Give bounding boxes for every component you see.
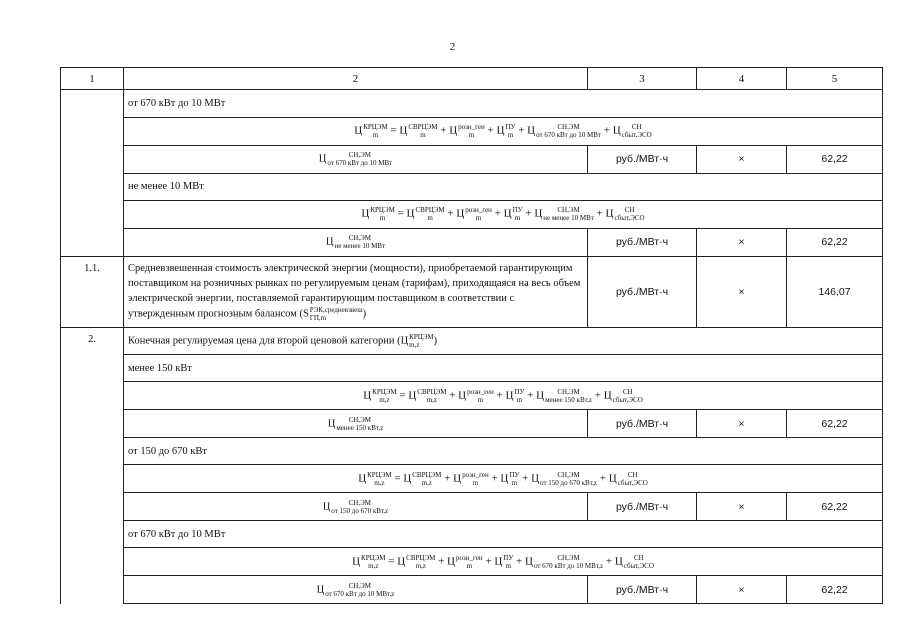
- table-row: [61, 200, 883, 228]
- table-row: [61, 173, 883, 200]
- value-cell: 62,22: [787, 493, 883, 521]
- table-row: [61, 438, 883, 465]
- formula-cell: Ц КРЦЭМ m,z = Ц СВРЦЭМ m,z + Ц розн_ген m + Ц ПУ m + Ц СН,ЭМ менее 150 кВт,z + Ц СН сбыт,ЭСО: [124, 382, 883, 410]
- unit-cell: руб./МВт·ч: [588, 493, 697, 521]
- row-number: 1.1.: [84, 262, 100, 274]
- unit-cell: руб./МВт·ч: [588, 576, 697, 604]
- row-number-cell: [61, 355, 124, 382]
- value-cell: 62,22: [787, 228, 883, 256]
- parameter-name: Ц СН,ЭМ от 670 кВт до 10 МВт,z: [124, 576, 588, 604]
- value-cell: 62,22: [787, 410, 883, 438]
- multiplier-cell: ×: [697, 145, 787, 173]
- header-row: [61, 68, 883, 90]
- section-label: менее 150 кВт: [124, 355, 883, 382]
- section-label: от 670 кВт до 10 МВт: [124, 90, 883, 118]
- formula-cell: Ц КРЦЭМ m,z = Ц СВРЦЭМ m,z + Ц розн_ген m + Ц ПУ m + Ц СН,ЭМ от 150 до 670 кВт,z + Ц СН сбыт,ЭСО: [124, 465, 883, 493]
- page-number: 2: [449, 41, 456, 53]
- header-cell: 2: [124, 68, 588, 90]
- table-row: [61, 576, 883, 604]
- table-row: [61, 382, 883, 410]
- row-number-cell: [61, 256, 124, 327]
- multiplier-cell: ×: [697, 410, 787, 438]
- table-row: [61, 327, 883, 355]
- table-row: [61, 90, 883, 118]
- value-cell: 146,07: [787, 256, 883, 327]
- row-number-cell: [61, 465, 124, 493]
- tariff-table: [60, 67, 883, 604]
- row-number-cell: [61, 173, 124, 200]
- header-cell: 5: [787, 68, 883, 90]
- table-row: [61, 410, 883, 438]
- row-number-cell: [61, 117, 124, 145]
- table-row: [61, 145, 883, 173]
- row-number-cell: [61, 327, 124, 355]
- section-label: Конечная регулируемая цена для второй ценовой категории (Ц КРЦЭМ m,z ): [124, 327, 883, 355]
- table-row: [61, 465, 883, 493]
- unit-cell: руб./МВт·ч: [588, 410, 697, 438]
- parameter-name: Ц СН,ЭМ не менее 10 МВт: [124, 228, 588, 256]
- row-number-cell: [61, 145, 124, 173]
- row-number: 2.: [88, 333, 96, 345]
- row-number-cell: [61, 200, 124, 228]
- table-row: [61, 117, 883, 145]
- section-label: от 150 до 670 кВт: [124, 438, 883, 465]
- multiplier-cell: ×: [697, 256, 787, 327]
- table-row: [61, 228, 883, 256]
- row-number-cell: [61, 382, 124, 410]
- parameter-name: Ц СН,ЭМ от 150 до 670 кВт,z: [124, 493, 588, 521]
- formula-cell: Ц КРЦЭМ m = Ц СВРЦЭМ m + Ц розн_ген m + Ц ПУ m + Ц СН,ЭМ от 670 кВт до 10 МВт + Ц СН сбыт,ЭСО: [124, 117, 883, 145]
- formula-cell: Ц КРЦЭМ m = Ц СВРЦЭМ m + Ц розн_ген m + Ц ПУ m + Ц СН,ЭМ не менее 10 МВт + Ц СН сбыт,ЭСО: [124, 200, 883, 228]
- header-cell: 3: [588, 68, 697, 90]
- multiplier-cell: ×: [697, 576, 787, 604]
- unit-cell: руб./МВт·ч: [588, 256, 697, 327]
- parameter-name: Ц СН,ЭМ менее 150 кВт,z: [124, 410, 588, 438]
- table-row: [61, 493, 883, 521]
- table-body: [61, 90, 883, 604]
- table-row: [61, 355, 883, 382]
- header-cell: 1: [61, 68, 124, 90]
- row-number-cell: [61, 493, 124, 521]
- parameter-name: Ц СН,ЭМ от 670 кВт до 10 МВт: [124, 145, 588, 173]
- row-number-cell: [61, 410, 124, 438]
- unit-cell: руб./МВт·ч: [588, 228, 697, 256]
- row-number-cell: [61, 90, 124, 118]
- section-label: не менее 10 МВт: [124, 173, 883, 200]
- table-row: [61, 256, 883, 327]
- section-label: от 670 кВт до 10 МВт: [124, 521, 883, 548]
- row-number-cell: [61, 548, 124, 576]
- row-number-cell: [61, 521, 124, 548]
- unit-cell: руб./МВт·ч: [588, 145, 697, 173]
- value-cell: 62,22: [787, 576, 883, 604]
- formula-cell: Ц КРЦЭМ m,z = Ц СВРЦЭМ m,z + Ц розн_ген m + Ц ПУ m + Ц СН,ЭМ от 670 кВт до 10 МВт,z + Ц СН сбыт,ЭСО: [124, 548, 883, 576]
- table-row: [61, 521, 883, 548]
- row-number-cell: [61, 438, 124, 465]
- header-cell: 4: [697, 68, 787, 90]
- table-row: [61, 548, 883, 576]
- multiplier-cell: ×: [697, 493, 787, 521]
- item-description: Средневзвешенная стоимость электрической энергии (мощности), приобретаемой гарантирующим поставщиком на розничных рынках по регулируемым ценам (тарифам), приходящаяся на весь объем электрической энергии, поставляемой гарантирующим поставщиком в соответствии с утвержденным прогнозным балансом (S РЭК,средневзвеш ГП,m ): [124, 256, 588, 327]
- row-number-cell: [61, 228, 124, 256]
- multiplier-cell: ×: [697, 228, 787, 256]
- row-number-cell: [61, 576, 124, 604]
- value-cell: 62,22: [787, 145, 883, 173]
